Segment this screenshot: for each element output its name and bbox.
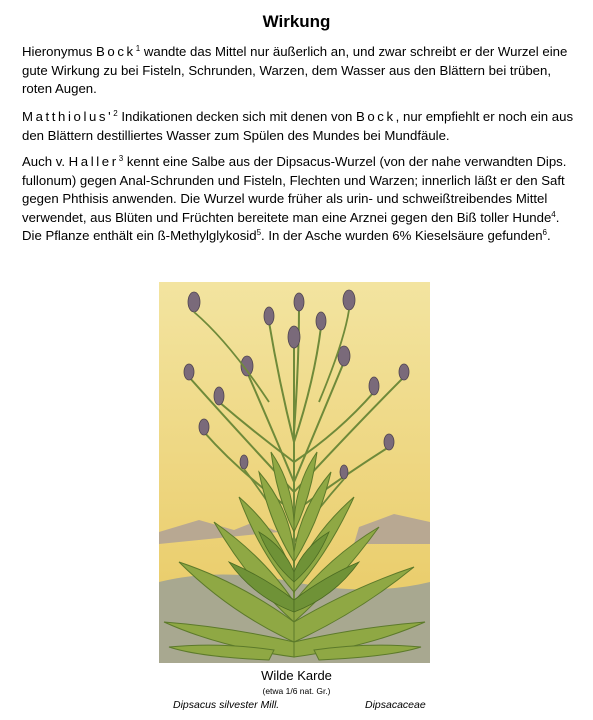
p2-text-end: , nur empfiehlt er noch ein aus den Blättern destilliertes Wasser zum Spülen des Mundes bei Mundfäule.	[22, 109, 574, 143]
author-name-haller: Haller	[68, 154, 119, 169]
p3-text-start: Auch v.	[22, 154, 69, 169]
p3-text-1: kennt eine Salbe aus der Dipsacus-Wurzel (von der nahe verwandten Dips. fullonum) gegen Anal-Schrunden und Fisteln, Flechten und Warzen; innerlich läßt er den Saft gegen Phthisis anwenden. Die Wurzel wurde früher als urin- und schweißtreibendes Mittel verwendet, aus Blüten und Früchten bereitete man eine Arznei gegen den Biß toller Hunde	[22, 154, 567, 225]
paragraph-matthiolus	[22, 108, 574, 145]
figure-plant-family: Dipsacaceae	[365, 699, 426, 711]
section-heading: Wirkung	[262, 12, 331, 31]
p1-text-start: Hieronymus	[22, 44, 97, 59]
p1-text-end: wandte das Mittel nur äußerlich an, und zwar schreibt er der Wurzel eine gute Wirkung zu bei Fisteln, Schrunden, Warzen, dem Wasser aus den Blättern bei trüben, roten Augen.	[22, 44, 568, 96]
author-name-bock-2: Bock	[355, 109, 396, 124]
author-name-bock: Bock	[96, 44, 136, 59]
p3-text-4: .	[546, 228, 551, 243]
footnote-ref-6[interactable]: 6	[542, 228, 547, 237]
author-name-matthiolus: Matthiolus'	[22, 109, 114, 124]
p2-text-mid: Indikationen decken sich mit denen von	[117, 109, 356, 124]
footnote-ref-5[interactable]: 5	[256, 228, 262, 237]
figure-scale-note: (etwa 1/6 nat. Gr.)	[262, 686, 331, 696]
botanical-illustration	[159, 282, 430, 663]
figure-common-name: Wilde Karde	[261, 668, 332, 683]
teasel-plant-drawing	[159, 282, 430, 663]
footnote-ref-4[interactable]: 4	[551, 209, 556, 219]
p3-text-2: . Die Pflanze enthält ein ß-Methylglykosid	[22, 209, 560, 243]
footnote-ref-3[interactable]: 3	[118, 154, 124, 163]
paragraph-bock	[22, 43, 574, 99]
paragraph-haller	[22, 153, 574, 246]
p3-text-3: . In der Asche wurden 6% Kieselsäure gefunden	[261, 228, 543, 243]
footnote-ref-2[interactable]: 2	[113, 109, 118, 118]
figure-latin-name: Dipsacus silvester Mill.	[173, 699, 280, 711]
footnote-ref-1[interactable]: 1	[135, 44, 141, 53]
